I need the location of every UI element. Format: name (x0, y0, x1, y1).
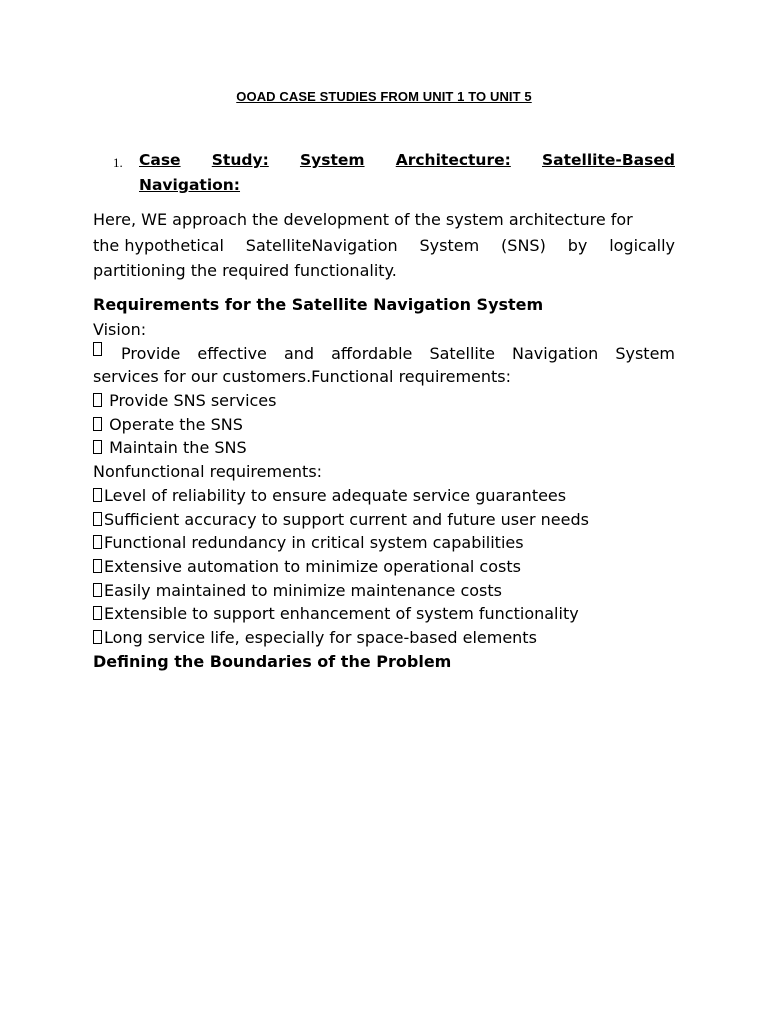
vision-label: Vision: (93, 320, 147, 339)
bullet-icon (93, 535, 102, 549)
case-study-word: System (299, 151, 365, 169)
vision-word: Satellite (429, 343, 495, 363)
intro-word: SatelliteNavigation (245, 235, 398, 255)
bullet-icon (93, 583, 102, 597)
nonfunctional-item (93, 508, 675, 532)
nonfunctional-item-text: Functional redundancy in critical system capabilities (104, 533, 524, 553)
nonfunctional-item-text: Extensible to support enhancement of system functionality (104, 604, 579, 624)
case-study-word: Study: (211, 151, 269, 169)
requirements-heading: Requirements for the Satellite Navigation System (93, 295, 544, 314)
vision-word: effective (197, 343, 267, 363)
nonfunctional-item (93, 484, 675, 508)
functional-item (93, 413, 675, 437)
vision-line-1 (93, 342, 675, 366)
bullet-icon (93, 440, 102, 454)
bullet-icon (93, 559, 102, 573)
boundaries-heading: Defining the Boundaries of the Problem (93, 652, 452, 671)
intro-line-1: Here, WE approach the development of the system architecture for (93, 210, 633, 229)
nonfunctional-item (93, 555, 675, 579)
intro-word: by (567, 235, 588, 255)
bullet-icon (93, 512, 102, 526)
case-study-number: 1. (113, 155, 123, 170)
intro-word: (SNS) (501, 235, 546, 255)
nonfunctional-item-text: Easily maintained to minimize maintenance costs (104, 580, 502, 600)
vision-word: System (615, 343, 675, 363)
bullet-icon (93, 606, 102, 620)
vision-line-2: services for our customers.Functional requirements: (93, 367, 512, 387)
functional-item (93, 436, 675, 460)
nonfunctional-item-text: Level of reliability to ensure adequate service guarantees (104, 485, 567, 505)
intro-word: the hypothetical (93, 235, 224, 255)
vision-word: Provide (121, 343, 181, 363)
vision-word: Navigation (512, 343, 599, 363)
bullet-icon (93, 342, 102, 356)
case-study-word: Satellite-Based (542, 151, 675, 169)
intro-line-2 (93, 233, 675, 259)
case-study-word: Case (139, 151, 181, 169)
bullet-icon (93, 630, 102, 644)
nonfunctional-item-text: Long service life, especially for space-based elements (104, 627, 537, 647)
functional-item-text: Operate the SNS (104, 414, 243, 434)
functional-item (93, 389, 675, 413)
document-title: OOAD CASE STUDIES FROM UNIT 1 TO UNIT 5 (236, 89, 532, 104)
functional-item-text: Maintain the SNS (104, 438, 247, 458)
case-study-title-line-1 (139, 148, 675, 173)
functional-item-text: Provide SNS services (104, 391, 277, 411)
nonfunctional-item (93, 531, 675, 555)
case-study-title-line-2: Navigation: (139, 176, 241, 194)
intro-word: logically (609, 235, 675, 255)
vision-word: affordable (331, 343, 413, 363)
nonfunctional-item (93, 602, 675, 626)
intro-line-3: partitioning the required functionality. (93, 261, 397, 280)
nonfunctional-item (93, 579, 675, 603)
intro-paragraph (93, 207, 675, 284)
nonfunctional-item (93, 626, 675, 650)
vision-word: and (283, 343, 315, 363)
nonfunctional-item-text: Sufficient accuracy to support current and future user needs (104, 509, 589, 529)
bullet-icon (93, 417, 102, 431)
nonfunctional-label: Nonfunctional requirements: (93, 462, 323, 482)
bullet-icon (93, 393, 102, 407)
bullet-icon (93, 488, 102, 502)
requirements-list (93, 318, 675, 650)
nonfunctional-item-text: Extensive automation to minimize operational costs (104, 556, 521, 576)
intro-word: System (419, 235, 480, 255)
case-study-word: Architecture: (395, 151, 511, 169)
